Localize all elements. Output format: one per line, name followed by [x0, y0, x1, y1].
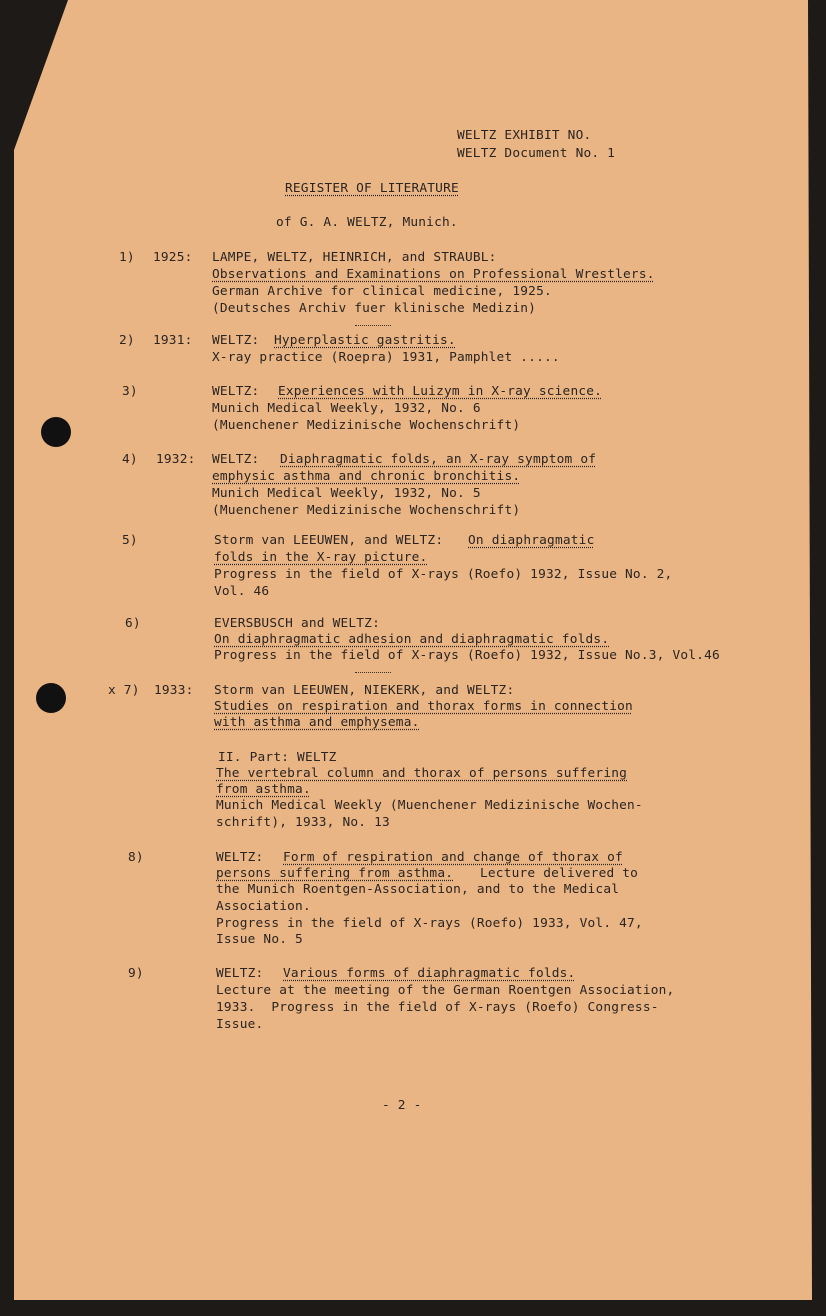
entry-title: Studies on respiration and thorax forms in connection — [214, 699, 633, 714]
entry-authors: Storm van LEEUWEN, and WELTZ: — [214, 533, 444, 548]
entry-title-continued: persons suffering from asthma. — [216, 866, 454, 881]
entry-authors: WELTZ: — [212, 452, 260, 467]
detail-line: 1933. Progress in the field of X-rays (Roefo) Congress- — [216, 999, 659, 1015]
detail-line: Munich Medical Weekly (Muenchener Medizinische Wochen- — [216, 798, 643, 813]
entry-details — [212, 284, 552, 318]
entry-title: Various forms of diaphragmatic folds. — [283, 966, 576, 981]
entry-title-tail: Lecture delivered to — [480, 866, 639, 881]
detail-line: Issue. — [216, 1016, 264, 1032]
entry-year: 1931: — [153, 333, 193, 348]
document-number: WELTZ Document No. 1 — [457, 146, 616, 161]
detail-line: Progress in the field of X-rays (Roefo) 1932, Issue No.3, Vol.46 — [214, 648, 720, 663]
separator-rule — [355, 672, 391, 673]
entry-authors: WELTZ: — [212, 384, 260, 399]
entry-details — [214, 567, 672, 601]
entry-title: On diaphragmatic — [468, 533, 595, 548]
entry-details — [216, 882, 643, 949]
detail-line: X-ray practice (Roepra) 1931, Pamphlet ..... — [212, 350, 560, 365]
entry-authors: Storm van LEEUWEN, NIEKERK, and WELTZ: — [214, 683, 515, 698]
entry-details — [212, 486, 520, 520]
entry-title: Hyperplastic gastritis. — [274, 333, 456, 348]
entry-title: Form of respiration and change of thorax of — [283, 850, 623, 865]
page-number: - 2 - — [382, 1098, 422, 1113]
entry-number: 4) — [122, 452, 138, 467]
entry-authors: LAMPE, WELTZ, HEINRICH, and STRAUBL: — [212, 250, 497, 265]
entry-number: 3) — [122, 384, 138, 399]
entry-title: Observations and Examinations on Professional Wrestlers. — [212, 267, 655, 282]
detail-line: German Archive for clinical medicine, 1925. — [212, 284, 552, 299]
detail-line: Issue No. 5 — [216, 932, 303, 948]
entry-title-continued: folds in the X-ray picture. — [214, 550, 428, 565]
entry-authors: WELTZ: — [216, 966, 264, 981]
entry-authors: WELTZ: — [216, 850, 264, 865]
entry-year: 1932: — [156, 452, 196, 467]
part-heading: II. Part: WELTZ — [218, 750, 337, 765]
detail-line: Vol. 46 — [214, 583, 270, 599]
entry-number: 8) — [128, 850, 144, 865]
entry-number: 9) — [128, 966, 144, 981]
detail-line: Progress in the field of X-rays (Roefo) 1933, Vol. 47, — [216, 915, 643, 931]
exhibit-label: WELTZ EXHIBIT NO. — [457, 128, 592, 143]
entry-year: 1933: — [154, 683, 194, 698]
entry-authors: WELTZ: — [212, 333, 260, 348]
detail-line: (Muenchener Medizinische Wochenschrift) — [212, 417, 521, 433]
entry-number: 6) — [125, 616, 141, 631]
entry-details — [216, 983, 674, 1033]
detail-line: Munich Medical Weekly, 1932, No. 6 — [212, 401, 481, 416]
detail-line: (Muenchener Medizinische Wochenschrift) — [212, 502, 521, 518]
entry-details — [212, 350, 560, 367]
separator-rule — [355, 325, 391, 326]
entry-number: 1) — [119, 250, 135, 265]
detail-line: (Deutsches Archiv fuer klinische Medizin) — [212, 300, 537, 316]
entry-number: 2) — [119, 333, 135, 348]
register-title: REGISTER OF LITERATURE — [285, 181, 459, 196]
entry-details — [214, 648, 720, 665]
entry-year: 1925: — [153, 250, 193, 265]
entry-title-continued: emphysic asthma and chronic bronchitis. — [212, 469, 521, 484]
entry-details — [216, 798, 643, 832]
entry-title-continued: with asthma and emphysema. — [214, 715, 420, 730]
entry-number: x 7) — [108, 683, 140, 698]
detail-line: the Munich Roentgen-Association, and to the Medical — [216, 882, 620, 897]
entry-number: 5) — [122, 533, 138, 548]
entry-title: On diaphragmatic adhesion and diaphragmatic folds. — [214, 632, 610, 647]
part-title-continued: from asthma. — [216, 782, 311, 797]
detail-line: Lecture at the meeting of the German Roentgen Association, — [216, 983, 675, 998]
part-title: The vertebral column and thorax of persons suffering — [216, 766, 628, 781]
detail-line: Progress in the field of X-rays (Roefo) 1932, Issue No. 2, — [214, 567, 673, 582]
entry-authors: EVERSBUSCH and WELTZ: — [214, 616, 380, 631]
detail-line: Association. — [216, 898, 311, 914]
entry-details — [212, 401, 520, 435]
detail-line: schrift), 1933, No. 13 — [216, 814, 390, 830]
entry-title: Experiences with Luizym in X-ray science. — [278, 384, 603, 399]
detail-line: Munich Medical Weekly, 1932, No. 5 — [212, 486, 481, 501]
entry-title: Diaphragmatic folds, an X-ray symptom of — [280, 452, 597, 467]
register-subtitle: of G. A. WELTZ, Munich. — [276, 215, 458, 230]
